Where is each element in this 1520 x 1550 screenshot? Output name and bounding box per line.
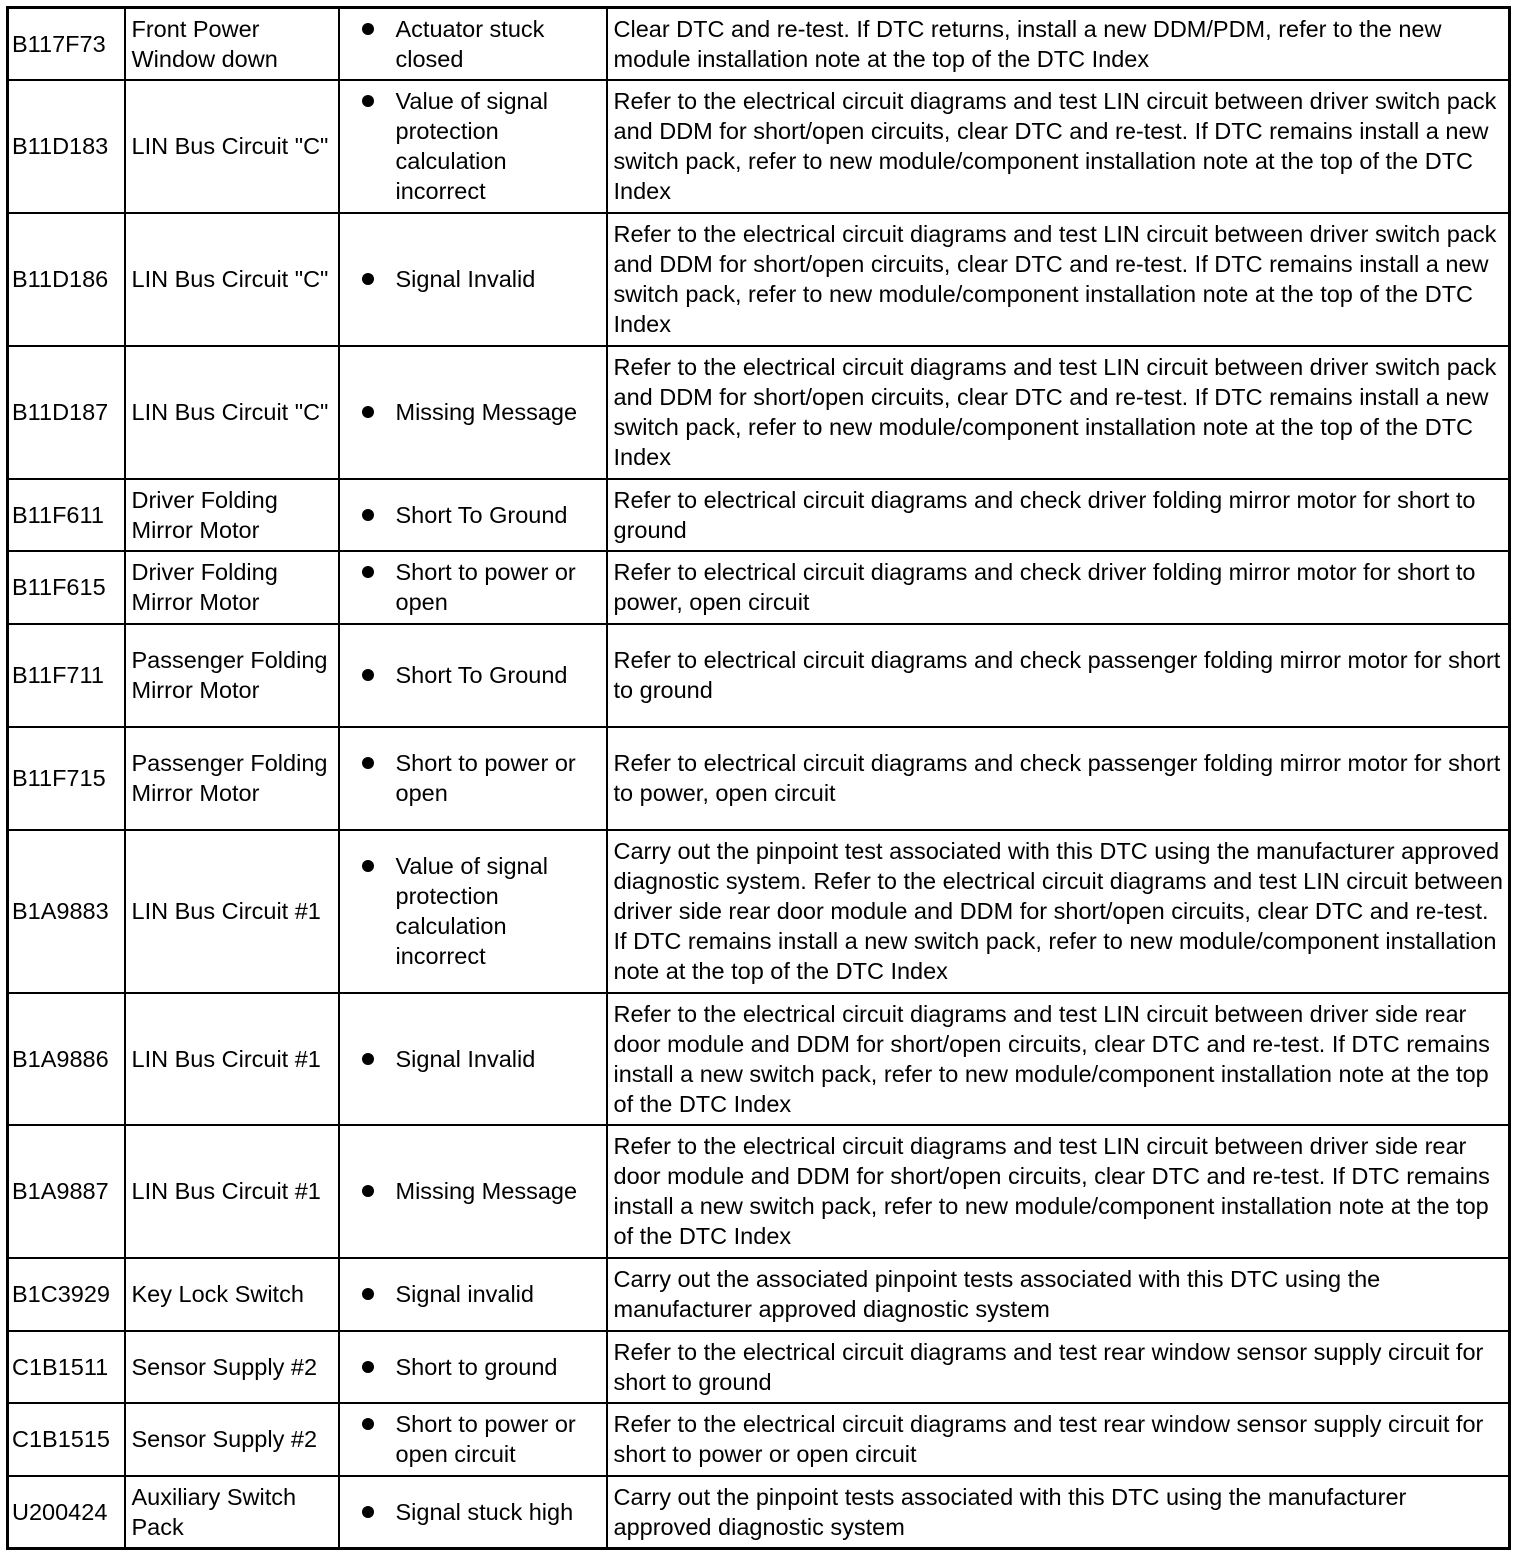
dtc-action: Clear DTC and re-test. If DTC returns, install a new DDM/PDM, refer to the new module installation note at the top of the DTC Index — [607, 8, 1510, 80]
dtc-description: Driver Folding Mirror Motor — [125, 551, 339, 624]
bullet-icon — [362, 1361, 374, 1373]
dtc-description: Sensor Supply #2 — [125, 1331, 339, 1403]
dtc-description: Auxiliary Switch Pack — [125, 1476, 339, 1549]
condition-text: Short to power or open — [395, 750, 576, 806]
table-row — [8, 80, 1510, 213]
dtc-action: Refer to electrical circuit diagrams and check passenger folding mirror motor for short to power, open circuit — [607, 727, 1510, 830]
dtc-condition — [339, 346, 607, 479]
dtc-action: Carry out the associated pinpoint tests associated with this DTC using the manufacturer approved diagnostic system — [607, 1258, 1510, 1331]
table-row — [8, 551, 1510, 624]
dtc-action: Refer to the electrical circuit diagrams and test rear window sensor supply circuit for short to power or open circuit — [607, 1403, 1510, 1476]
dtc-code: B11F611 — [8, 479, 125, 551]
bullet-icon — [362, 509, 374, 521]
dtc-description: LIN Bus Circuit #1 — [125, 993, 339, 1125]
dtc-condition — [339, 1403, 607, 1476]
dtc-description: LIN Bus Circuit #1 — [125, 830, 339, 993]
condition-text: Value of signal protection calculation incorrect — [395, 853, 548, 969]
dtc-action: Refer to electrical circuit diagrams and check driver folding mirror motor for short to ground — [607, 479, 1510, 551]
dtc-action: Refer to electrical circuit diagrams and check driver folding mirror motor for short to power, open circuit — [607, 551, 1510, 624]
dtc-action: Refer to the electrical circuit diagrams and test LIN circuit between driver switch pack and DDM for short/open circuits, clear DTC and re-test. If DTC remains install a new switch pack, refer to new module/component installation note at the top of the DTC Index — [607, 80, 1510, 213]
bullet-icon — [362, 566, 374, 578]
table-row — [8, 346, 1510, 479]
dtc-description: LIN Bus Circuit "C" — [125, 80, 339, 213]
dtc-condition — [339, 551, 607, 624]
table-row — [8, 1476, 1510, 1549]
table-row — [8, 727, 1510, 830]
dtc-condition — [339, 1476, 607, 1549]
dtc-condition — [339, 8, 607, 80]
dtc-condition — [339, 727, 607, 830]
condition-text: Short to ground — [395, 1353, 558, 1380]
bullet-icon — [362, 757, 374, 769]
dtc-condition — [339, 1331, 607, 1403]
table-row — [8, 479, 1510, 551]
table-row — [8, 624, 1510, 727]
dtc-code: B11F715 — [8, 727, 125, 830]
dtc-condition — [339, 624, 607, 727]
dtc-action: Carry out the pinpoint tests associated with this DTC using the manufacturer approved diagnostic system — [607, 1476, 1510, 1549]
condition-text: Signal stuck high — [395, 1498, 574, 1525]
condition-text: Value of signal protection calculation incorrect — [395, 88, 548, 204]
dtc-table — [6, 6, 1511, 1550]
dtc-condition — [339, 830, 607, 993]
condition-text: Missing Message — [395, 1178, 578, 1204]
dtc-description: Driver Folding Mirror Motor — [125, 479, 339, 551]
condition-text: Short to power or open — [395, 559, 576, 615]
condition-text: Signal invalid — [395, 1281, 534, 1307]
bullet-icon — [362, 860, 374, 872]
dtc-action: Refer to the electrical circuit diagrams and test LIN circuit between driver side rear door module and DDM for short/open circuits, clear DTC and re-test. If DTC remains install a new switch pack, refer to new module/component installation note at the top of the DTC Index — [607, 1125, 1510, 1258]
dtc-code: B11D187 — [8, 346, 125, 479]
table-row — [8, 1258, 1510, 1331]
dtc-action: Refer to the electrical circuit diagrams and test rear window sensor supply circuit for short to ground — [607, 1331, 1510, 1403]
bullet-icon — [362, 1053, 374, 1065]
dtc-condition — [339, 80, 607, 213]
dtc-description: Passenger Folding Mirror Motor — [125, 727, 339, 830]
dtc-code: B1A9887 — [8, 1125, 125, 1258]
dtc-code: B1C3929 — [8, 1258, 125, 1331]
condition-text: Short To Ground — [395, 501, 568, 528]
condition-text: Missing Message — [395, 399, 578, 425]
dtc-condition — [339, 1125, 607, 1258]
condition-text: Signal Invalid — [395, 266, 536, 292]
bullet-icon — [362, 669, 374, 681]
dtc-description: LIN Bus Circuit "C" — [125, 213, 339, 346]
table-row — [8, 1331, 1510, 1403]
table-row — [8, 8, 1510, 80]
dtc-action: Refer to the electrical circuit diagrams and test LIN circuit between driver switch pack and DDM for short/open circuits, clear DTC and re-test. If DTC remains install a new switch pack, refer to new module/component installation note at the top of the DTC Index — [607, 346, 1510, 479]
bullet-icon — [362, 1506, 374, 1518]
dtc-action: Carry out the pinpoint test associated with this DTC using the manufacturer approved diagnostic system. Refer to the electrical circuit diagrams and test LIN circuit between driver side rear door module and DDM for short/open circuits, clear DTC and re-test. If DTC remains install a new switch pack, refer to new module/component installation note at the top of the DTC Index — [607, 830, 1510, 993]
bullet-icon — [362, 1288, 374, 1300]
table-row — [8, 1125, 1510, 1258]
dtc-code: B11F615 — [8, 551, 125, 624]
dtc-condition — [339, 213, 607, 346]
condition-text: Signal Invalid — [395, 1045, 536, 1072]
bullet-icon — [362, 95, 374, 107]
condition-text: Short to power or open circuit — [395, 1411, 576, 1467]
bullet-icon — [362, 273, 374, 285]
dtc-code: B1A9886 — [8, 993, 125, 1125]
dtc-action: Refer to the electrical circuit diagrams and test LIN circuit between driver switch pack and DDM for short/open circuits, clear DTC and re-test. If DTC remains install a new switch pack, refer to new module/component installation note at the top of the DTC Index — [607, 213, 1510, 346]
dtc-condition — [339, 1258, 607, 1331]
dtc-condition — [339, 479, 607, 551]
table-row — [8, 213, 1510, 346]
dtc-description: Key Lock Switch — [125, 1258, 339, 1331]
dtc-code: U200424 — [8, 1476, 125, 1549]
table-row — [8, 830, 1510, 993]
dtc-code: B117F73 — [8, 8, 125, 80]
dtc-description: LIN Bus Circuit #1 — [125, 1125, 339, 1258]
dtc-action: Refer to electrical circuit diagrams and check passenger folding mirror motor for short to ground — [607, 624, 1510, 727]
bullet-icon — [362, 23, 374, 35]
dtc-code: C1B1515 — [8, 1403, 125, 1476]
table-row — [8, 1403, 1510, 1476]
bullet-icon — [362, 1185, 374, 1197]
dtc-code: C1B1511 — [8, 1331, 125, 1403]
dtc-action: Refer to the electrical circuit diagrams and test LIN circuit between driver side rear door module and DDM for short/open circuits, clear DTC and re-test. If DTC remains install a new switch pack, refer to new module/component installation note at the top of the DTC Index — [607, 993, 1510, 1125]
condition-text: Short To Ground — [395, 662, 568, 688]
bullet-icon — [362, 1418, 374, 1430]
bullet-icon — [362, 406, 374, 418]
dtc-code: B11F711 — [8, 624, 125, 727]
dtc-description: Sensor Supply #2 — [125, 1403, 339, 1476]
condition-text: Actuator stuck closed — [395, 15, 545, 72]
dtc-description: Passenger Folding Mirror Motor — [125, 624, 339, 727]
dtc-description: Front Power Window down — [125, 8, 339, 80]
dtc-code: B1A9883 — [8, 830, 125, 993]
table-row — [8, 993, 1510, 1125]
dtc-code: B11D183 — [8, 80, 125, 213]
dtc-condition — [339, 993, 607, 1125]
dtc-code: B11D186 — [8, 213, 125, 346]
dtc-description: LIN Bus Circuit "C" — [125, 346, 339, 479]
